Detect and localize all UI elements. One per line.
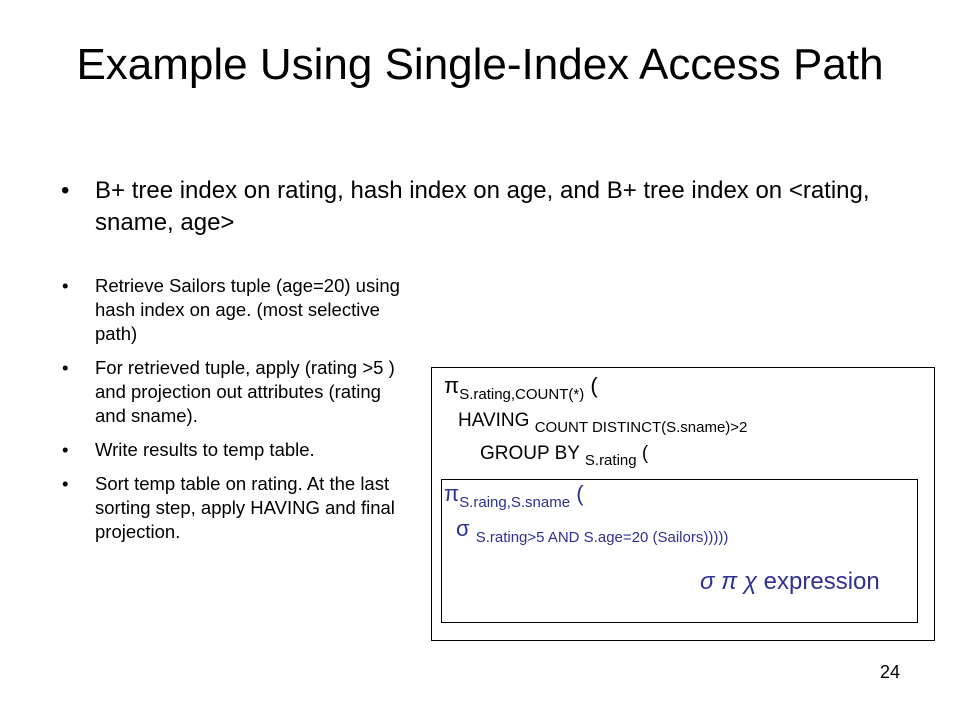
expr-inner-projection-line [444,481,584,511]
expr-subscript: S.rating [584,452,637,469]
groupby-keyword: GROUP BY [480,443,585,464]
expr-projection-line [444,373,598,403]
main-bullet-list [95,175,925,239]
expr-groupby-line [480,443,649,469]
caption-text: expression [757,568,880,595]
expr-subscript: S.rating>5 AND S.age=20 (Sailors))))) [475,529,729,546]
expr-paren: ( [570,481,584,506]
main-bullet: • B+ tree index on rating, hash index on age, and B+ tree index on <rating, sname, age> [95,175,925,239]
sub-bullet-retrieve: • Retrieve Sailors tuple (age=20) using hash index on age. (most selective path) [95,274,415,346]
sub-bullet-list [95,274,415,554]
expr-subscript: S.rating,COUNT(*) [459,386,585,403]
slide-title: Example Using Single-Index Access Path [76,40,884,89]
pi-symbol: π [444,373,460,398]
sub-bullet-apply: • For retrieved tuple, apply (rating >5 ) and projection out attributes (rating and sname). [95,356,415,428]
pi-symbol: π [444,481,460,506]
expression-caption [700,568,880,596]
sub-bullet-write: • Write results to temp table. [95,438,415,462]
expr-having-line [458,410,748,436]
page-number: 24 [880,662,901,682]
expr-subscript: S.raing,S.sname [459,494,571,511]
caption-greek: σ π χ [700,568,757,595]
expr-paren: ( [636,443,649,464]
expr-paren: ( [584,373,598,398]
sub-bullet-sort: • Sort temp table on rating. At the last sorting step, apply HAVING and final projection. [95,472,415,544]
expr-subscript: COUNT DISTINCT(S.sname)>2 [534,419,748,436]
having-keyword: HAVING [458,410,535,431]
sigma-symbol: σ [456,516,476,541]
expr-selection-line [456,516,729,546]
